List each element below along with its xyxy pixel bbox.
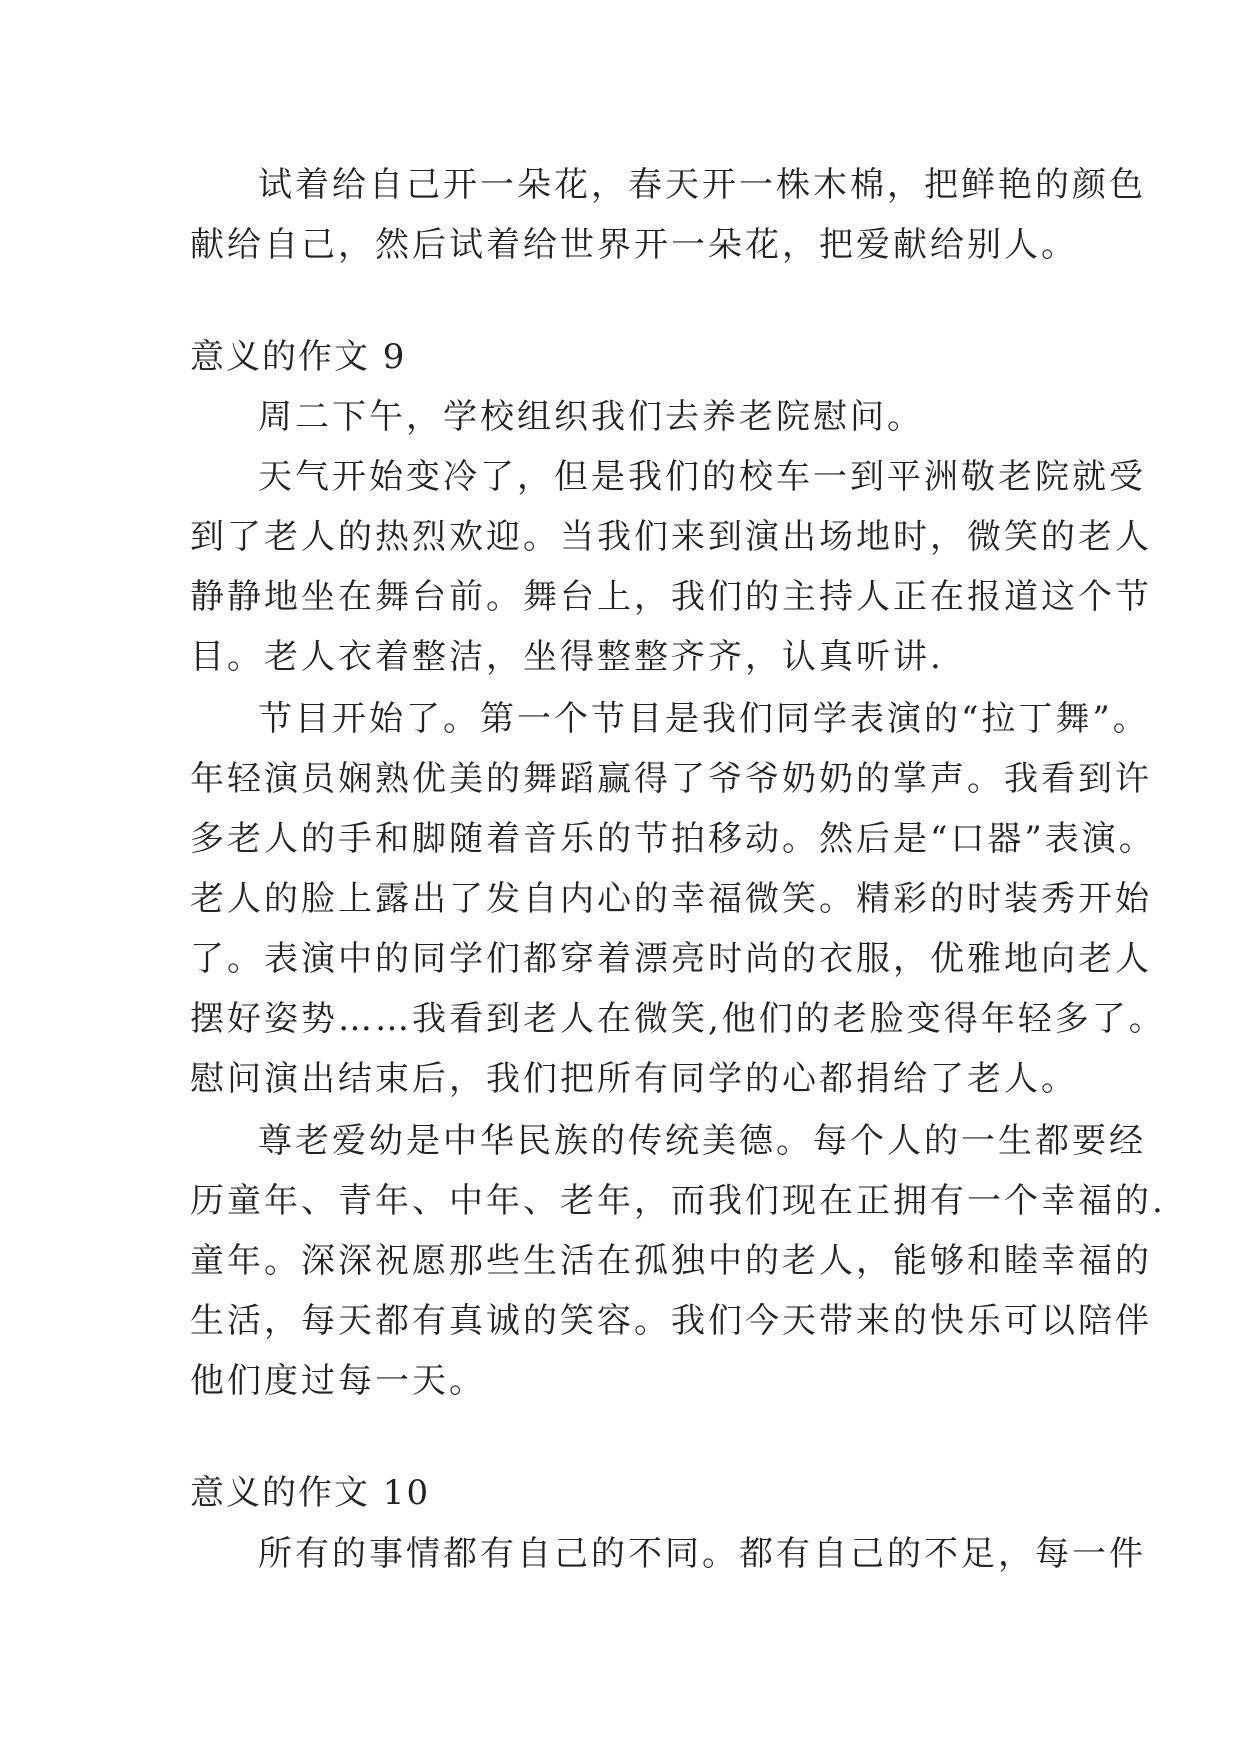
paragraph-line: 尊老爱幼是中华民族的传统美德。每个人的一生都要经 [258, 1121, 1146, 1161]
paragraph-line: 试着给自己开一朵花，春天开一株木棉，把鲜艳的颜色 [258, 165, 1146, 205]
paragraph-line: 历童年、青年、中年、老年，而我们现在正拥有一个幸福的. [190, 1181, 1166, 1221]
paragraph-line: 慰问演出结束后，我们把所有同学的心都捐给了老人。 [190, 1059, 1078, 1099]
paragraph-line: 静静地坐在舞台前。舞台上，我们的主持人正在报道这个节 [190, 577, 1152, 617]
paragraph-line: 所有的事情都有自己的不同。都有自己的不足，每一件 [258, 1534, 1146, 1574]
paragraph-line: 多老人的手和脚随着音乐的节拍移动。然后是“口器”表演。 [190, 819, 1156, 859]
paragraph-line: 天气开始变冷了，但是我们的校车一到平洲敬老院就受 [258, 457, 1146, 497]
section-heading: 意义的作文 10 [190, 1473, 431, 1513]
paragraph-line: 老人的脸上露出了发自内心的幸福微笑。精彩的时装秀开始 [190, 879, 1152, 919]
paragraph-line: 目。老人衣着整洁，坐得整整齐齐，认真听讲. [190, 637, 944, 677]
paragraph-line: 他们度过每一天。 [190, 1361, 486, 1401]
paragraph-line: 了。表演中的同学们都穿着漂亮时尚的衣服，优雅地向老人 [190, 939, 1152, 979]
paragraph-line: 节目开始了。第一个节目是我们同学表演的“拉丁舞”。 [258, 699, 1150, 739]
paragraph-line: 献给自己，然后试着给世界开一朵花，把爱献给别人。 [190, 225, 1078, 265]
paragraph-line: 生活，每天都有真诚的笑容。我们今天带来的快乐可以陪伴 [190, 1301, 1152, 1341]
paragraph-line: 到了老人的热烈欢迎。当我们来到演出场地时，微笑的老人 [190, 517, 1152, 557]
paragraph-line: 童年。深深祝愿那些生活在孤独中的老人，能够和睦幸福的 [190, 1241, 1152, 1281]
paragraph-line: 年轻演员娴熟优美的舞蹈赢得了爷爷奶奶的掌声。我看到许 [190, 759, 1152, 799]
paragraph-line: 周二下午，学校组织我们去养老院慰问。 [258, 397, 924, 437]
paragraph-line: 摆好姿势……我看到老人在微笑,他们的老脸变得年轻多了。 [190, 999, 1166, 1039]
section-heading: 意义的作文 9 [190, 337, 407, 377]
